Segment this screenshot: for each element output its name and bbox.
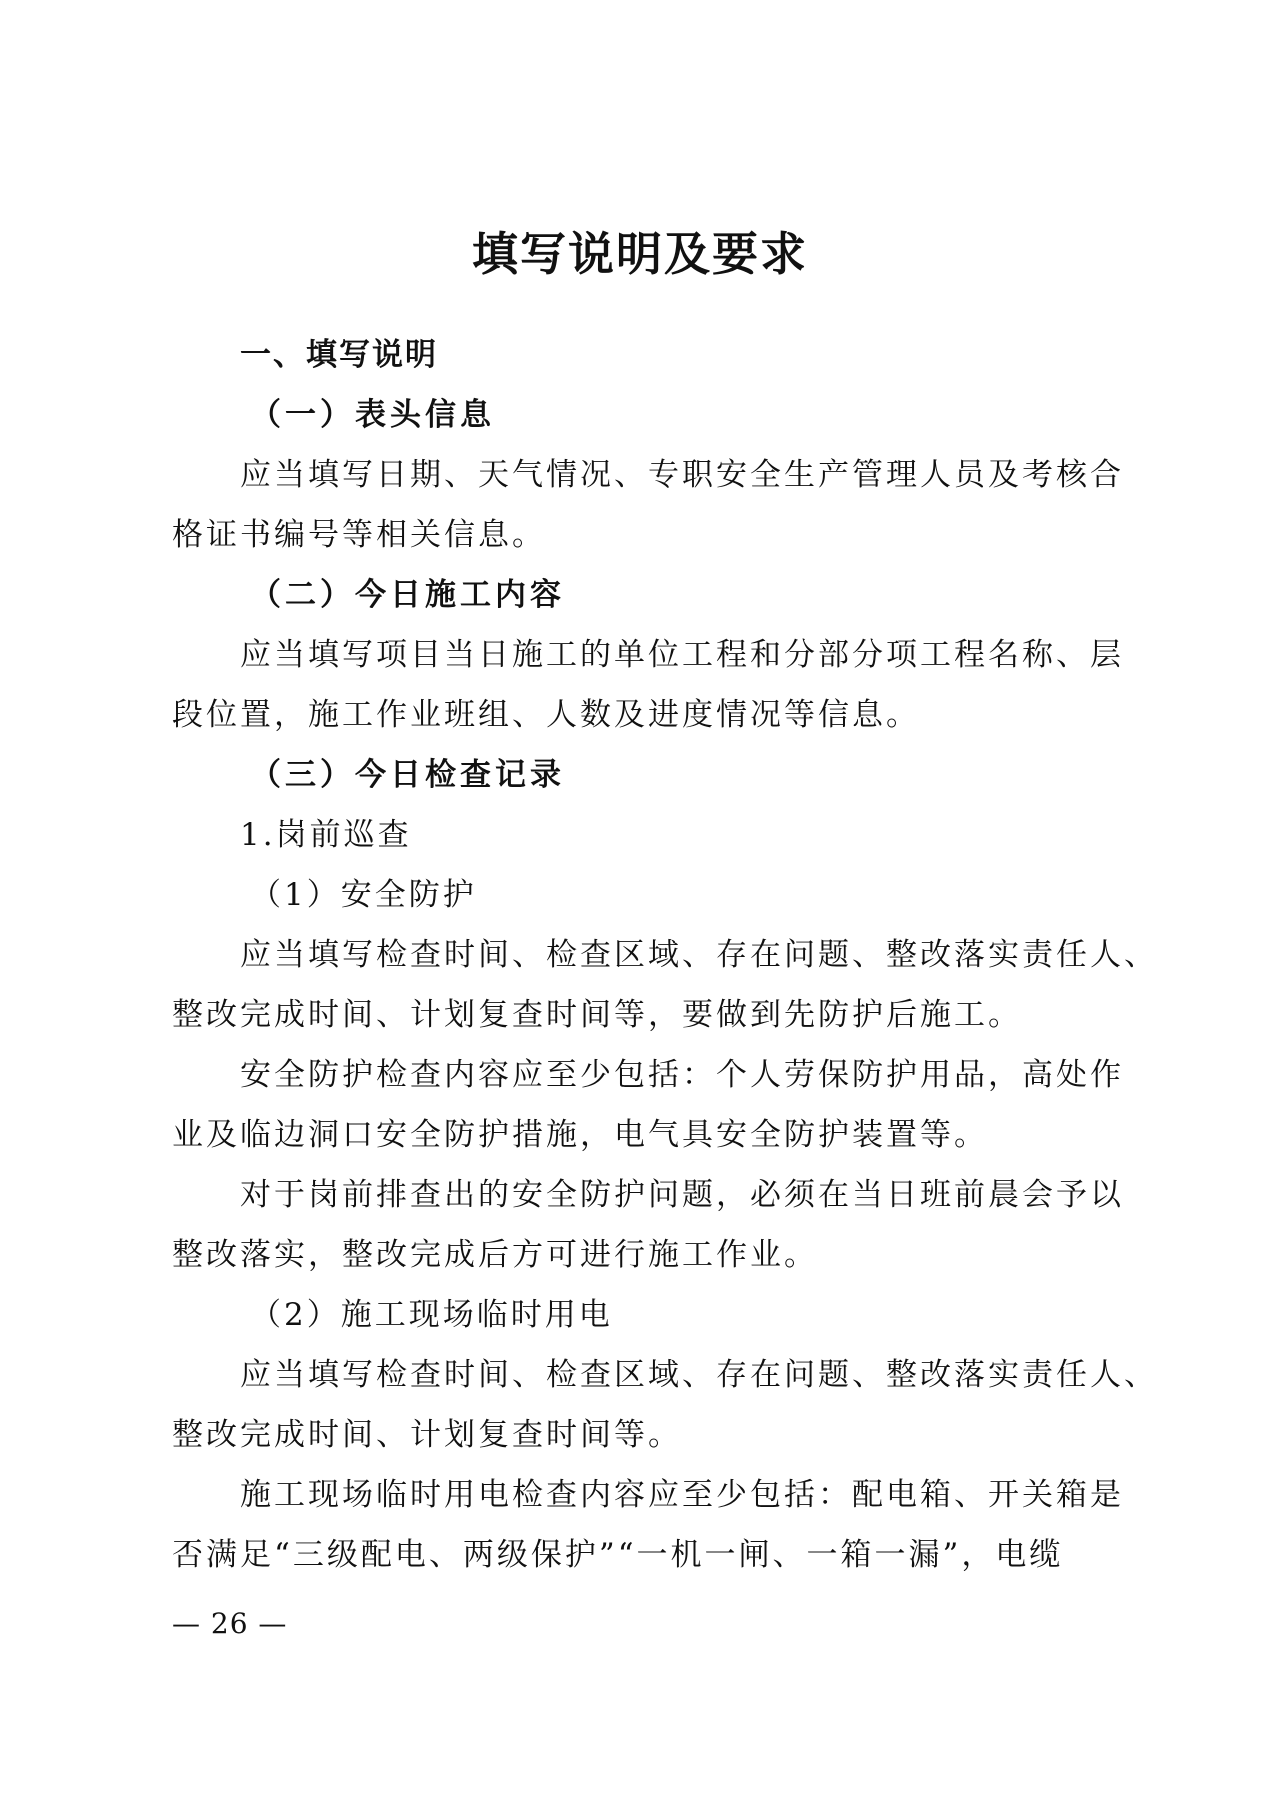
paragraph-line: 应当填写检查时间、检查区域、存在问题、整改落实责任人、 xyxy=(240,1357,1158,1393)
section-heading: 一、填写说明 xyxy=(240,337,438,373)
paragraph-line: 整改落实，整改完成后方可进行施工作业。 xyxy=(172,1237,818,1273)
paragraph-line: 应当填写检查时间、检查区域、存在问题、整改落实责任人、 xyxy=(240,937,1158,973)
item-heading: 1.岗前巡查 xyxy=(240,817,412,853)
subsection-heading: （二）今日施工内容 xyxy=(250,577,565,613)
subitem-heading: （2）施工现场临时用电 xyxy=(250,1297,613,1333)
page-number: — 26 — xyxy=(172,1607,288,1640)
paragraph-line: 应当填写项目当日施工的单位工程和分部分项工程名称、层 xyxy=(240,637,1124,673)
document-title: 填写说明及要求 xyxy=(472,227,808,281)
paragraph-line: 段位置，施工作业班组、人数及进度情况等信息。 xyxy=(172,697,920,733)
subsection-heading: （三）今日检查记录 xyxy=(250,757,565,793)
subsection-heading: （一）表头信息 xyxy=(250,397,495,433)
paragraph-line: 业及临边洞口安全防护措施，电气具安全防护装置等。 xyxy=(172,1117,988,1153)
paragraph-line: 对于岗前排查出的安全防护问题，必须在当日班前晨会予以 xyxy=(240,1177,1124,1213)
paragraph-line: 整改完成时间、计划复查时间等，要做到先防护后施工。 xyxy=(172,997,1022,1033)
document-body xyxy=(172,325,1158,1585)
paragraph-line: 否满足“三级配电、两级保护”“一机一闸、一箱一漏”，电缆 xyxy=(172,1537,1064,1573)
paragraph-line: 安全防护检查内容应至少包括：个人劳保防护用品，高处作 xyxy=(240,1057,1124,1093)
paragraph-line: 整改完成时间、计划复查时间等。 xyxy=(172,1417,682,1453)
paragraph-line: 施工现场临时用电检查内容应至少包括：配电箱、开关箱是 xyxy=(240,1477,1124,1513)
paragraph-line: 格证书编号等相关信息。 xyxy=(172,517,546,553)
paragraph-line: 应当填写日期、天气情况、专职安全生产管理人员及考核合 xyxy=(240,457,1124,493)
subitem-heading: （1）安全防护 xyxy=(250,877,477,913)
